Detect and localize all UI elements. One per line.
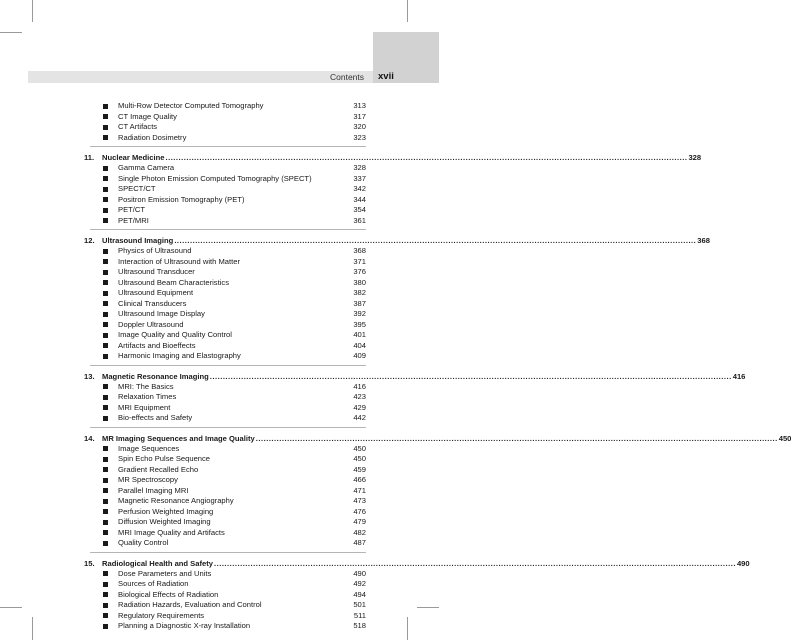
square-bullet-icon [103, 384, 108, 389]
chapter-title: Magnetic Resonance Imaging [102, 371, 209, 381]
square-bullet-icon [103, 218, 108, 223]
entry-title: Gradient Recalled Echo [118, 464, 199, 474]
square-bullet-icon [103, 322, 108, 327]
chapter-section [84, 229, 710, 362]
chapter-title: Ultrasound Imaging [102, 236, 174, 245]
toc-entry [90, 611, 366, 622]
entry-page: 518 [353, 621, 366, 630]
square-bullet-icon [103, 312, 108, 317]
entry-page: 492 [353, 579, 366, 588]
entry-page: 459 [353, 464, 366, 474]
entry-page: 466 [353, 475, 366, 484]
square-bullet-icon [103, 478, 108, 483]
toc-entry [90, 538, 366, 549]
toc-entry [90, 246, 366, 257]
square-bullet-icon [103, 509, 108, 514]
entry-page: 473 [353, 496, 366, 505]
entry-title: Regulatory Requirements [118, 610, 205, 620]
entry-title: Spin Echo Pulse Sequence [118, 454, 211, 463]
entry-page: 501 [353, 600, 366, 609]
crop-mark [0, 32, 22, 33]
square-bullet-icon [103, 499, 108, 504]
entry-title: Gamma Camera [118, 163, 175, 172]
chapter-heading [84, 152, 702, 163]
entry-title: CT Artifacts [118, 122, 158, 131]
square-bullet-icon [103, 354, 108, 359]
entry-title: PET/MRI [118, 215, 149, 225]
toc-entry [90, 257, 366, 268]
entry-page: 442 [353, 413, 366, 422]
chapter-page: 368 [697, 236, 710, 245]
entry-page: 471 [353, 485, 366, 495]
toc-entry [90, 486, 366, 497]
entry-title: Ultrasound Transducer [118, 267, 195, 276]
dot-leader: ........................................................................................................................................................................................................ [174, 236, 697, 245]
entry-title: MRI Equipment [118, 402, 171, 412]
entry-page: 320 [353, 122, 366, 131]
entry-title: Ultrasound Equipment [118, 288, 194, 297]
square-bullet-icon [103, 208, 108, 213]
toc-entry [90, 112, 366, 123]
entry-page: 337 [353, 173, 366, 183]
toc-entry [90, 413, 366, 424]
toc-entry [90, 475, 366, 486]
toc-entry [90, 184, 366, 195]
entry-title: Perfusion Weighted Imaging [118, 506, 214, 516]
entry-page: 371 [353, 256, 366, 266]
chapter-heading [84, 371, 746, 382]
square-bullet-icon [103, 197, 108, 202]
running-head: Contents [330, 72, 365, 82]
toc-entry [90, 351, 366, 362]
entry-title: CT Image Quality [118, 111, 177, 121]
entry-title: Image Sequences [118, 443, 180, 453]
square-bullet-icon [103, 395, 108, 400]
square-bullet-icon [103, 114, 108, 119]
toc-entry [90, 320, 366, 331]
entry-title: MRI Image Quality and Artifacts [118, 527, 225, 537]
square-bullet-icon [103, 530, 108, 535]
entry-page: 482 [353, 527, 366, 537]
entry-page: 342 [353, 184, 366, 193]
square-bullet-icon [103, 541, 108, 546]
crop-mark [407, 617, 408, 640]
chapter-number: 13. [84, 371, 95, 381]
entry-title: Artifacts and Bioeffects [118, 340, 196, 350]
entry-title: Parallel Imaging MRI [118, 485, 189, 495]
toc-entry [90, 299, 366, 310]
toc-entry [90, 496, 366, 507]
chapter-page: 490 [736, 558, 750, 568]
chapter-page: 450 [778, 433, 791, 443]
toc-entry [90, 392, 366, 403]
entry-title: Sources of Radiation [118, 579, 189, 588]
chapter-heading [84, 433, 791, 444]
square-bullet-icon [103, 603, 108, 608]
crop-mark [32, 0, 33, 22]
chapter-page: 416 [732, 371, 746, 381]
toc-entry [90, 163, 366, 174]
entry-title: Physics of Ultrasound [118, 246, 192, 255]
entry-page: 409 [353, 351, 366, 360]
entry-page: 490 [353, 568, 366, 578]
section-divider [90, 365, 366, 366]
square-bullet-icon [103, 125, 108, 130]
square-bullet-icon [103, 457, 108, 462]
chapter-section [84, 427, 791, 549]
entry-title: Magnetic Resonance Angiography [118, 496, 234, 505]
entry-title: Radiation Dosimetry [118, 132, 187, 142]
square-bullet-icon [103, 280, 108, 285]
square-bullet-icon [103, 520, 108, 525]
entry-title: MRI: The Basics [118, 381, 174, 391]
chapter-section [84, 146, 702, 226]
square-bullet-icon [103, 446, 108, 451]
entry-page: 404 [353, 340, 366, 350]
square-bullet-icon [103, 259, 108, 264]
entry-title: Harmonic Imaging and Elastography [118, 351, 241, 360]
toc-entry [90, 278, 366, 289]
toc-entry [90, 454, 366, 465]
entry-title: Biological Effects of Radiation [118, 589, 219, 599]
square-bullet-icon [103, 104, 108, 109]
entry-title: Ultrasound Beam Characteristics [118, 277, 229, 287]
entry-page: 328 [353, 163, 366, 172]
toc-entry [90, 309, 366, 320]
entry-title: MR Spectroscopy [118, 475, 178, 484]
section-divider [90, 229, 366, 230]
section-divider [90, 146, 366, 147]
chapter-page: 328 [688, 153, 702, 162]
square-bullet-icon [103, 582, 108, 587]
entry-page: 368 [353, 246, 366, 255]
entry-title: Diffusion Weighted Imaging [118, 517, 211, 526]
entry-page: 429 [353, 402, 366, 412]
page-number: xvii [378, 71, 394, 82]
entry-title: PET/CT [118, 205, 146, 214]
toc-entry [90, 403, 366, 414]
dot-leader: ........................................................................................................................................................................................................ [213, 558, 736, 568]
chapter-title: Radiological Health and Safety [102, 558, 213, 568]
square-bullet-icon [103, 187, 108, 192]
entry-page: 317 [353, 111, 366, 121]
entry-page: 450 [353, 443, 366, 453]
square-bullet-icon [103, 416, 108, 421]
table-of-contents [84, 101, 791, 632]
square-bullet-icon [103, 270, 108, 275]
entry-page: 487 [353, 538, 366, 547]
square-bullet-icon [103, 467, 108, 472]
square-bullet-icon [103, 624, 108, 629]
entry-title: Quality Control [118, 538, 169, 547]
toc-entry [90, 174, 366, 185]
toc-entry [90, 205, 366, 216]
continued-section [90, 101, 366, 143]
entry-title: Planning a Diagnostic X-ray Installation [118, 621, 251, 630]
square-bullet-icon [103, 135, 108, 140]
entry-page: 361 [353, 215, 366, 225]
chapter-number: 11. [84, 153, 95, 162]
toc-entry [90, 216, 366, 227]
entry-title: Ultrasound Image Display [118, 309, 205, 318]
square-bullet-icon [103, 249, 108, 254]
chapter-section [84, 365, 746, 424]
toc-entry [90, 341, 366, 352]
toc-entry [90, 590, 366, 601]
entry-page: 354 [353, 205, 366, 214]
entry-page: 376 [353, 267, 366, 276]
entry-title: Doppler Ultrasound [118, 319, 184, 329]
square-bullet-icon [103, 488, 108, 493]
toc-entry [90, 444, 366, 455]
toc-entry [90, 465, 366, 476]
entry-page: 511 [353, 610, 366, 620]
entry-page: 395 [353, 319, 366, 329]
square-bullet-icon [103, 166, 108, 171]
toc-entry [90, 517, 366, 528]
entry-page: 401 [353, 330, 366, 339]
square-bullet-icon [103, 592, 108, 597]
entry-title: Interaction of Ultrasound with Matter [118, 256, 240, 266]
crop-mark [417, 607, 439, 608]
toc-entry [90, 579, 366, 590]
entry-title: SPECT/CT [118, 184, 156, 193]
chapter-title: Nuclear Medicine [102, 153, 165, 162]
toc-entry [90, 528, 366, 539]
chapter-heading [84, 235, 710, 246]
toc-entry [90, 382, 366, 393]
toc-entry [90, 133, 366, 144]
entry-page: 344 [353, 194, 366, 204]
entry-page: 416 [353, 381, 366, 391]
section-divider [90, 427, 366, 428]
entry-title: Clinical Transducers [118, 298, 187, 308]
entry-page: 479 [353, 517, 366, 526]
square-bullet-icon [103, 333, 108, 338]
entry-title: Single Photon Emission Computed Tomography (SPECT) [118, 173, 312, 183]
entry-title: Radiation Hazards, Evaluation and Control [118, 600, 262, 609]
section-divider [90, 552, 366, 553]
toc-entry [90, 267, 366, 278]
entry-page: 450 [353, 454, 366, 463]
entry-page: 494 [353, 589, 366, 599]
toc-entry [90, 330, 366, 341]
entry-title: Positron Emission Tomography (PET) [118, 194, 245, 204]
toc-entry [90, 288, 366, 299]
square-bullet-icon [103, 343, 108, 348]
entry-page: 380 [353, 277, 366, 287]
square-bullet-icon [103, 291, 108, 296]
crop-mark [407, 0, 408, 22]
entry-page: 387 [353, 298, 366, 308]
dot-leader: ........................................................................................................................................................................................................ [165, 153, 688, 162]
toc-entry [90, 600, 366, 611]
square-bullet-icon [103, 405, 108, 410]
chapter-heading [84, 558, 750, 569]
crop-mark [0, 607, 22, 608]
entry-title: Multi-Row Detector Computed Tomography [118, 101, 264, 110]
header-band [28, 71, 373, 83]
chapter-number: 14. [84, 433, 95, 443]
toc-entry [90, 507, 366, 518]
toc-entry [90, 122, 366, 133]
entry-title: Image Quality and Quality Control [118, 330, 232, 339]
square-bullet-icon [103, 613, 108, 618]
entry-page: 323 [353, 132, 366, 142]
square-bullet-icon [103, 571, 108, 576]
toc-entry [90, 569, 366, 580]
entry-page: 313 [353, 101, 366, 110]
toc-entry [90, 621, 366, 632]
chapter-title: MR Imaging Sequences and Image Quality [102, 433, 255, 443]
toc-entry [90, 195, 366, 206]
entry-page: 423 [353, 392, 366, 401]
chapter-section [84, 552, 750, 632]
square-bullet-icon [103, 176, 108, 181]
entry-title: Relaxation Times [118, 392, 177, 401]
chapter-number: 15. [84, 558, 95, 568]
entry-page: 392 [353, 309, 366, 318]
square-bullet-icon [103, 301, 108, 306]
entry-page: 382 [353, 288, 366, 297]
entry-title: Dose Parameters and Units [118, 568, 212, 578]
dot-leader: ........................................................................................................................................................................................................ [255, 433, 778, 443]
entry-title: Bio-effects and Safety [118, 413, 193, 422]
chapter-number: 12. [84, 236, 95, 245]
entry-page: 476 [353, 506, 366, 516]
crop-mark [32, 617, 33, 640]
toc-entry [90, 101, 366, 112]
dot-leader: ........................................................................................................................................................................................................ [209, 371, 732, 381]
